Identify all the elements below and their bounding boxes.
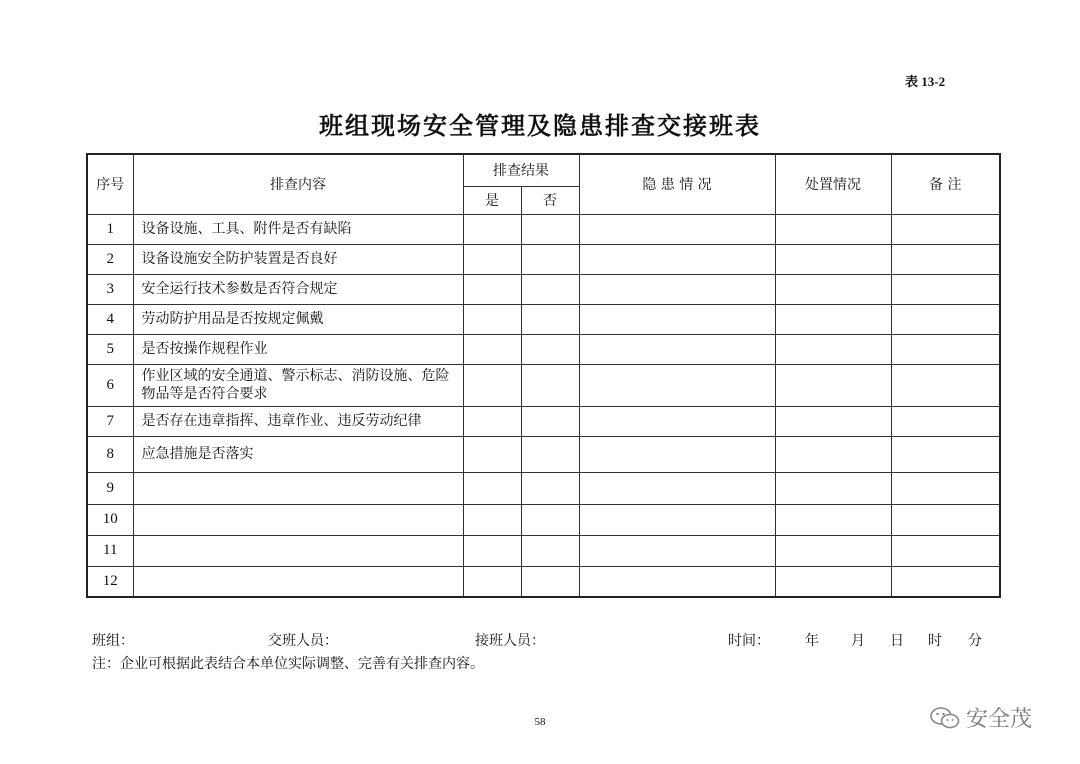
row-seq: 12 <box>87 566 133 597</box>
table-row <box>87 504 1000 535</box>
cell-hazard <box>579 304 775 334</box>
cell-hazard <box>579 364 775 406</box>
table-row <box>87 406 1000 436</box>
header-item: 排查内容 <box>133 154 463 214</box>
table-row <box>87 214 1000 244</box>
cell-handling <box>775 472 891 504</box>
watermark <box>930 702 1032 733</box>
cell-hazard <box>579 214 775 244</box>
cell-hazard <box>579 436 775 472</box>
row-seq: 11 <box>87 535 133 566</box>
table-row <box>87 364 1000 406</box>
cell-no <box>521 244 579 274</box>
year-label: 年 <box>805 633 819 649</box>
cell-handling <box>775 334 891 364</box>
row-item <box>133 535 463 566</box>
time-label: 时间： <box>728 633 770 649</box>
row-item: 是否存在违章指挥、违章作业、违反劳动纪律 <box>133 406 463 436</box>
cell-remark <box>891 364 1000 406</box>
cell-handling <box>775 244 891 274</box>
table-row <box>87 304 1000 334</box>
takeover-label: 接班人员： <box>475 633 545 649</box>
cell-remark <box>891 436 1000 472</box>
inspection-table <box>86 153 1001 598</box>
row-seq: 7 <box>87 406 133 436</box>
cell-handling <box>775 274 891 304</box>
header-handling: 处置情况 <box>775 154 891 214</box>
table-row <box>87 334 1000 364</box>
cell-yes <box>463 535 521 566</box>
header-hazard: 隐 患 情 况 <box>579 154 775 214</box>
page-number: 58 <box>534 716 546 728</box>
cell-hazard <box>579 535 775 566</box>
header-yes: 是 <box>463 186 521 214</box>
hour-label: 时 <box>928 633 942 649</box>
team-label: 班组： <box>92 633 134 649</box>
header-no: 否 <box>521 186 579 214</box>
cell-handling <box>775 304 891 334</box>
row-item: 安全运行技术参数是否符合规定 <box>133 274 463 304</box>
wechat-icon <box>930 706 960 730</box>
row-seq: 4 <box>87 304 133 334</box>
row-seq: 2 <box>87 244 133 274</box>
cell-no <box>521 406 579 436</box>
header-seq: 序号 <box>87 154 133 214</box>
cell-remark <box>891 274 1000 304</box>
row-seq: 1 <box>87 214 133 244</box>
cell-yes <box>463 472 521 504</box>
row-item: 应急措施是否落实 <box>133 436 463 472</box>
cell-remark <box>891 334 1000 364</box>
row-seq: 5 <box>87 334 133 364</box>
cell-hazard <box>579 472 775 504</box>
cell-no <box>521 436 579 472</box>
table-row <box>87 566 1000 597</box>
cell-remark <box>891 472 1000 504</box>
cell-yes <box>463 334 521 364</box>
cell-no <box>521 274 579 304</box>
cell-hazard <box>579 504 775 535</box>
cell-remark <box>891 304 1000 334</box>
row-item: 劳动防护用品是否按规定佩戴 <box>133 304 463 334</box>
cell-handling <box>775 364 891 406</box>
cell-remark <box>891 504 1000 535</box>
minute-label: 分 <box>968 633 982 649</box>
table-number: 表 13-2 <box>905 74 946 89</box>
cell-yes <box>463 436 521 472</box>
cell-no <box>521 214 579 244</box>
cell-no <box>521 504 579 535</box>
footnote: 注：企业可根据此表结合本单位实际调整、完善有关排查内容。 <box>92 656 484 672</box>
table-row <box>87 244 1000 274</box>
cell-handling <box>775 566 891 597</box>
table-row <box>87 436 1000 472</box>
cell-no <box>521 535 579 566</box>
cell-hazard <box>579 244 775 274</box>
cell-yes <box>463 214 521 244</box>
cell-yes <box>463 566 521 597</box>
cell-hazard <box>579 566 775 597</box>
cell-handling <box>775 436 891 472</box>
cell-no <box>521 334 579 364</box>
cell-remark <box>891 406 1000 436</box>
table-row <box>87 472 1000 504</box>
row-seq: 6 <box>87 364 133 406</box>
cell-remark <box>891 244 1000 274</box>
row-item <box>133 472 463 504</box>
handover-label: 交班人员： <box>268 633 338 649</box>
cell-yes <box>463 504 521 535</box>
cell-handling <box>775 406 891 436</box>
header-result: 排查结果 <box>463 154 579 186</box>
cell-no <box>521 566 579 597</box>
cell-hazard <box>579 274 775 304</box>
cell-yes <box>463 406 521 436</box>
table-row <box>87 274 1000 304</box>
cell-handling <box>775 535 891 566</box>
day-label: 日 <box>890 633 904 649</box>
cell-remark <box>891 535 1000 566</box>
cell-yes <box>463 304 521 334</box>
page-title: 班组现场安全管理及隐患排查交接班表 <box>319 111 761 140</box>
cell-yes <box>463 364 521 406</box>
cell-remark <box>891 214 1000 244</box>
row-item: 设备设施安全防护装置是否良好 <box>133 244 463 274</box>
cell-no <box>521 364 579 406</box>
row-item: 设备设施、工具、附件是否有缺陷 <box>133 214 463 244</box>
row-seq: 10 <box>87 504 133 535</box>
row-item <box>133 566 463 597</box>
cell-no <box>521 304 579 334</box>
cell-handling <box>775 214 891 244</box>
row-item: 作业区域的安全通道、警示标志、消防设施、危险物品等是否符合要求 <box>133 364 463 406</box>
cell-hazard <box>579 334 775 364</box>
cell-handling <box>775 504 891 535</box>
cell-no <box>521 472 579 504</box>
month-label: 月 <box>851 633 865 649</box>
cell-remark <box>891 566 1000 597</box>
row-item: 是否按操作规程作业 <box>133 334 463 364</box>
table-row <box>87 535 1000 566</box>
row-seq: 3 <box>87 274 133 304</box>
cell-yes <box>463 274 521 304</box>
cell-hazard <box>579 406 775 436</box>
header-remark: 备 注 <box>891 154 1000 214</box>
row-item <box>133 504 463 535</box>
row-seq: 8 <box>87 436 133 472</box>
watermark-text: 安全茂 <box>966 707 1033 732</box>
row-seq: 9 <box>87 472 133 504</box>
cell-yes <box>463 244 521 274</box>
